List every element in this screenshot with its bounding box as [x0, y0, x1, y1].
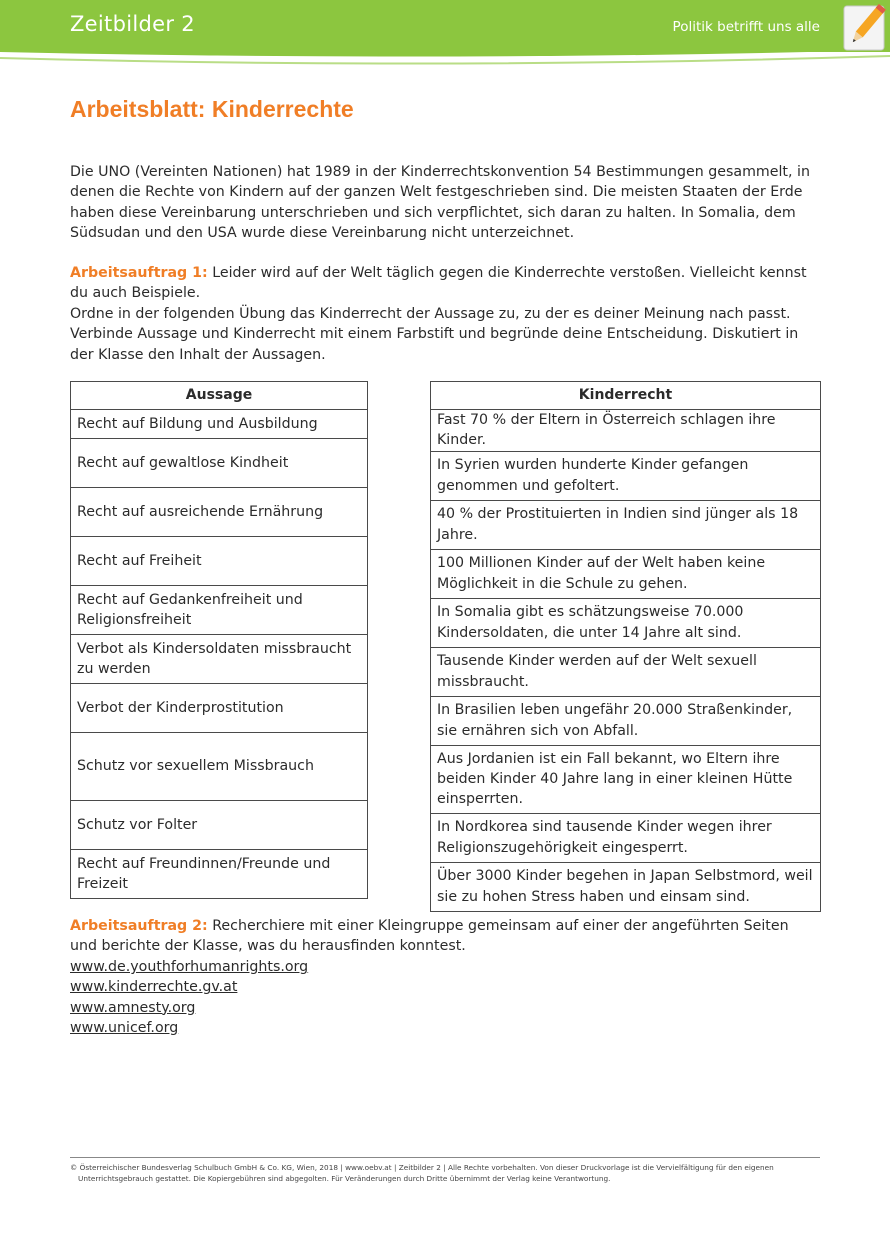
footer-line-2: Unterrichtsgebrauch gestattet. Die Kopiergebühren sind abgegolten. Für Veränderungen durch Dritte übernimmt der Verlag keine Verantwortung.	[78, 1174, 611, 1183]
chapter-title: Politik betrifft uns alle	[672, 19, 820, 35]
task-1-instructions: Ordne in der folgenden Übung das Kinderrecht der Aussage zu, zu der es deiner Meinung nach passt. Verbinde Aussage und Kinderrecht mit einem Farbstift und begründe deine Entscheidung. Diskutiert in der Klasse den Inhalt der Aussagen.	[70, 306, 799, 363]
table-cell: Recht auf Freiheit	[71, 537, 368, 586]
table-cell: In Somalia gibt es schätzungsweise 70.000 Kindersoldaten, die unter 14 Jahre alt sind.	[431, 598, 821, 647]
copyright-footer	[70, 1162, 820, 1184]
intro-text: Die UNO (Vereinten Nationen) hat 1989 in der Kinderrechtskonvention 54 Bestimmungen gesammelt, in denen die Rechte von Kindern auf der ganzen Welt festgeschrieben sind. Die meisten Staaten der Erde haben diese Vereinbarung unterschrieben und sich verpflichtet, sich daran zu halten. In Somalia, dem Südsudan und den USA wurde diese Vereinbarung nicht unterzeichnet.	[70, 164, 810, 241]
table-cell: In Nordkorea sind tausende Kinder wegen ihrer Religionszugehörigkeit eingesperrt.	[431, 813, 821, 862]
link-unicef[interactable]: www.unicef.org	[70, 1019, 179, 1036]
table-cell: In Syrien wurden hunderte Kinder gefangen genommen und gefoltert.	[431, 451, 821, 500]
task-1-text: Leider wird auf der Welt täglich gegen die Kinderrechte verstoßen. Vielleicht kennst du auch Beispiele.	[70, 265, 807, 302]
header-wave	[0, 40, 890, 70]
table-cell: Recht auf Freundinnen/Freunde und Freizeit	[71, 850, 368, 899]
rights-table	[430, 381, 821, 912]
table-cell: Tausende Kinder werden auf der Welt sexuell missbraucht.	[431, 647, 821, 696]
table-cell: Recht auf ausreichende Ernährung	[71, 488, 368, 537]
table-cell: Verbot der Kinderprostitution	[71, 684, 368, 733]
link-kinderrechte[interactable]: www.kinderrechte.gv.at	[70, 979, 238, 996]
table-cell: 100 Millionen Kinder auf der Welt haben keine Möglichkeit in die Schule zu gehen.	[431, 549, 821, 598]
table-cell: Recht auf gewaltlose Kindheit	[71, 439, 368, 488]
table-cell: Verbot als Kindersoldaten missbraucht zu werden	[71, 635, 368, 684]
table-cell: Schutz vor Folter	[71, 801, 368, 850]
statement-table-header: Aussage	[71, 382, 368, 410]
link-list	[70, 957, 308, 1038]
table-cell: Fast 70 % der Eltern in Österreich schlagen ihre Kinder.	[431, 410, 821, 452]
pencil-icon	[830, 0, 890, 60]
table-cell: In Brasilien leben ungefähr 20.000 Straßenkinder, sie ernähren sich von Abfall.	[431, 696, 821, 745]
book-title: Zeitbilder 2	[70, 12, 195, 36]
task-1-label: Arbeitsauftrag 1:	[70, 265, 208, 281]
rights-table-header: Kinderrecht	[431, 382, 821, 410]
table-cell: Aus Jordanien ist ein Fall bekannt, wo Eltern ihre beiden Kinder 40 Jahre lang in einer kleinen Hütte einsperrten.	[431, 745, 821, 813]
task-2	[70, 916, 820, 957]
table-cell: Recht auf Gedankenfreiheit und Religionsfreiheit	[71, 586, 368, 635]
task-2-text: Recherchiere mit einer Kleingruppe gemeinsam auf einer der angeführten Seiten und berichte der Klasse, was du herausfinden konntest.	[70, 918, 789, 955]
link-youthforhumanrights[interactable]: www.de.youthforhumanrights.org	[70, 959, 309, 975]
statement-table	[70, 381, 368, 899]
table-cell: Recht auf Bildung und Ausbildung	[71, 410, 368, 439]
footer-line-1: © Österreichischer Bundesverlag Schulbuch GmbH & Co. KG, Wien, 2018 | www.oebv.at | Zeitbilder 2 | Alle Rechte vorbehalten. Von dieser Druckvorlage ist die Vervielfältigung für den eigenen	[70, 1163, 774, 1172]
link-amnesty[interactable]: www.amnesty.org	[70, 999, 196, 1016]
table-cell: Über 3000 Kinder begehen in Japan Selbstmord, weil sie zu hohen Stress haben und einsam sind.	[431, 862, 821, 911]
task-1	[70, 263, 820, 304]
page-title: Arbeitsblatt: Kinderrechte	[70, 96, 354, 122]
table-cell: Schutz vor sexuellem Missbrauch	[71, 733, 368, 801]
table-cell: 40 % der Prostituierten in Indien sind jünger als 18 Jahre.	[431, 500, 821, 549]
task-2-label: Arbeitsauftrag 2:	[70, 918, 208, 934]
footer-divider	[70, 1157, 820, 1158]
